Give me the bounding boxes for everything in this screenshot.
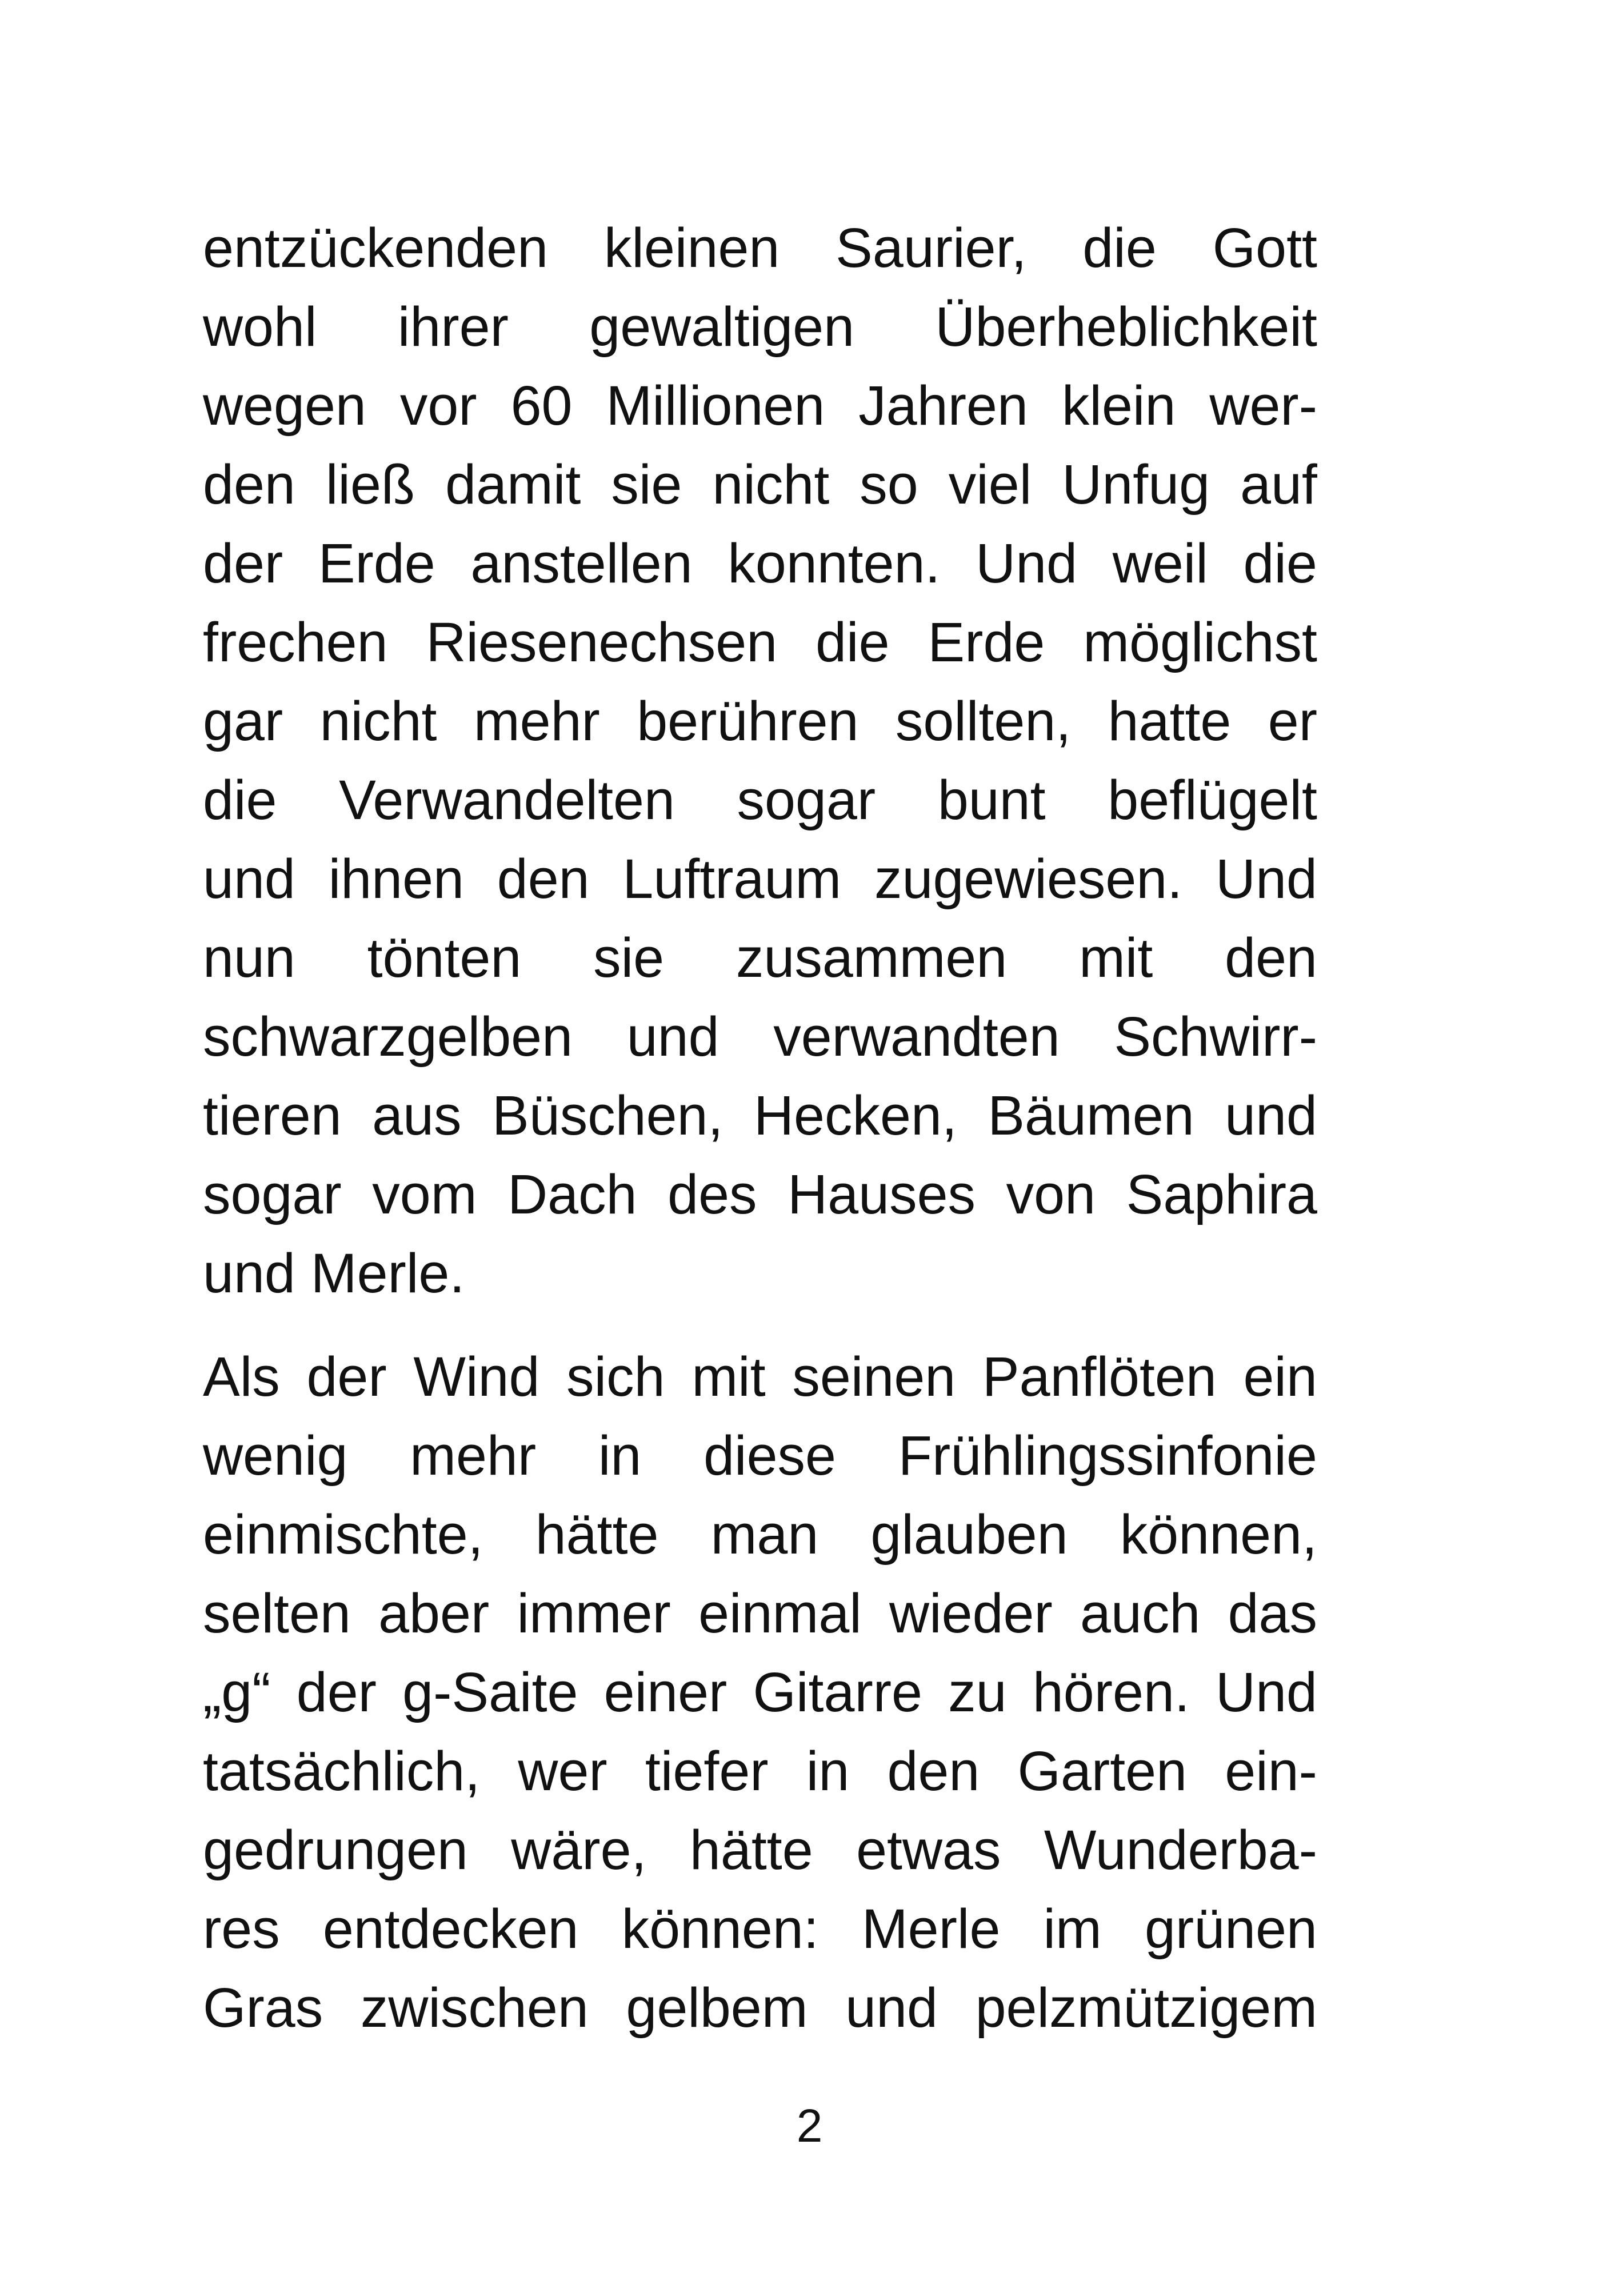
paragraph-line: selten aber immer einmal wieder auch das (203, 1582, 1317, 1644)
paragraph-line: und Merle. (203, 1242, 465, 1304)
paragraph-1 (203, 209, 1317, 1313)
paragraph-line: frechen Riesenechsen die Erde möglichst (203, 611, 1317, 673)
paragraph-line: die Verwandelten sogar bunt beflügelt (203, 769, 1317, 831)
paragraph-line: wegen vor 60 Millionen Jahren klein wer- (203, 374, 1317, 437)
paragraph-line: der Erde anstellen konnten. Und weil die (203, 532, 1317, 594)
paragraph-line: Gras zwischen gelbem und pelzmützigem (203, 1976, 1317, 2039)
paragraph-line: schwarzgelben und verwandten Schwirr- (203, 1005, 1317, 1068)
paragraph-line: einmischte, hätte man glauben können, (203, 1503, 1317, 1566)
paragraph-line: den ließ damit sie nicht so viel Unfug auf (203, 453, 1317, 516)
paragraph-line: gar nicht mehr berühren sollten, hatte er (203, 690, 1317, 752)
paragraph-line: wohl ihrer gewaltigen Überheblichkeit (203, 296, 1317, 358)
paragraph-line: tatsächlich, wer tiefer in den Garten ein- (203, 1740, 1317, 1802)
paragraph-line: entzückenden kleinen Saurier, die Gott (203, 217, 1317, 279)
paragraph-line: res entdecken können: Merle im grünen (203, 1898, 1317, 1960)
paragraph-line: wenig mehr in diese Frühlingssinfonie (203, 1424, 1317, 1487)
paragraph-line: und ihnen den Luftraum zugewiesen. Und (203, 848, 1317, 910)
paragraph-2 (203, 1337, 1317, 2047)
paragraph-line: sogar vom Dach des Hauses von Saphira (203, 1163, 1317, 1225)
paragraph-line: tieren aus Büschen, Hecken, Bäumen und (203, 1084, 1317, 1147)
paragraph-line: „g“ der g-Saite einer Gitarre zu hören. Und (203, 1661, 1317, 1723)
paragraph-line: Als der Wind sich mit seinen Panflöten ein (203, 1345, 1317, 1408)
paragraph-line: gedrungen wäre, hätte etwas Wunderba- (203, 1819, 1317, 1881)
page-number: 2 (796, 2100, 823, 2152)
paragraph-line: nun tönten sie zusammen mit den (203, 927, 1317, 989)
